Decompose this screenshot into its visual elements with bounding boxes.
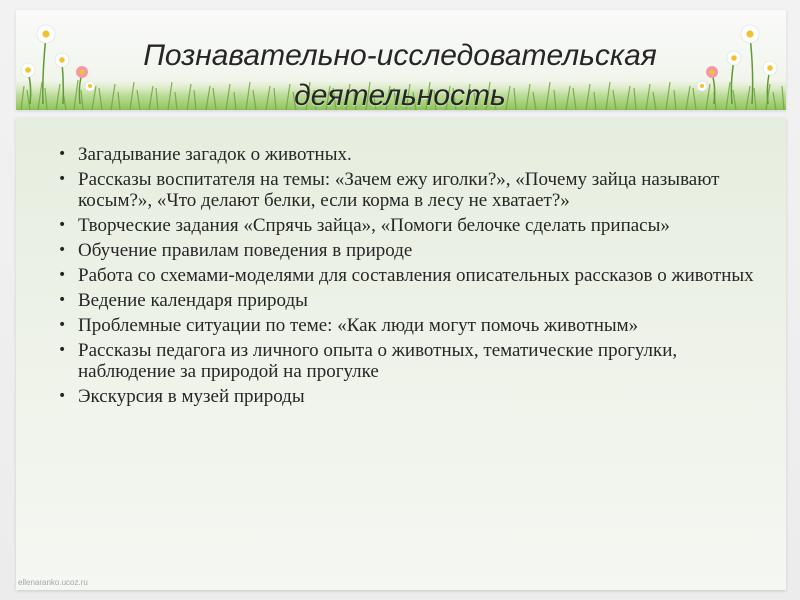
bullet-icon: •	[58, 267, 67, 283]
list-item	[58, 144, 774, 165]
list-item-text: Рассказы воспитателя на темы: «Зачем ежу иголки?», «Почему зайца называют косым?», «Что делают белки, если корма в лесу не хватает?»	[78, 169, 720, 211]
bullet-icon: •	[58, 317, 67, 333]
watermark: ellenaranko.ucoz.ru	[18, 578, 88, 587]
list-item-text: Проблемные ситуации по теме: «Как люди могут помочь животным»	[78, 315, 639, 336]
list-item	[58, 315, 774, 336]
list-item-text: Экскурсия в музей природы	[78, 386, 305, 407]
list-item	[58, 386, 774, 407]
list-item-text: Ведение календаря природы	[78, 290, 308, 311]
list-item-text: Работа со схемами-моделями для составления описательных рассказов о животных	[78, 265, 754, 286]
list-item-text: Творческие задания «Спрячь зайца», «Помоги белочке сделать припасы»	[78, 215, 670, 236]
list-item-text: Загадывание загадок о животных.	[78, 144, 352, 165]
content-panel	[16, 118, 786, 590]
list-item	[58, 169, 774, 211]
bullet-icon: •	[58, 217, 67, 233]
bullet-list	[58, 144, 774, 411]
bullet-icon: •	[58, 292, 67, 308]
list-item	[58, 215, 774, 236]
list-item-text: Рассказы педагога из личного опыта о животных, тематические прогулки, наблюдение за природой на прогулке	[78, 340, 678, 382]
list-item	[58, 290, 774, 311]
bullet-icon: •	[58, 171, 67, 187]
list-item	[58, 240, 774, 261]
list-item	[58, 340, 774, 382]
bullet-icon: •	[58, 146, 67, 162]
bullet-icon: •	[58, 242, 67, 258]
slide-title: Познавательно-исследовательская деятельность	[143, 39, 657, 112]
bullet-icon: •	[58, 388, 67, 404]
bullet-icon: •	[58, 342, 67, 358]
list-item-text: Обучение правилам поведения в природе	[78, 240, 413, 261]
list-item	[58, 265, 774, 286]
